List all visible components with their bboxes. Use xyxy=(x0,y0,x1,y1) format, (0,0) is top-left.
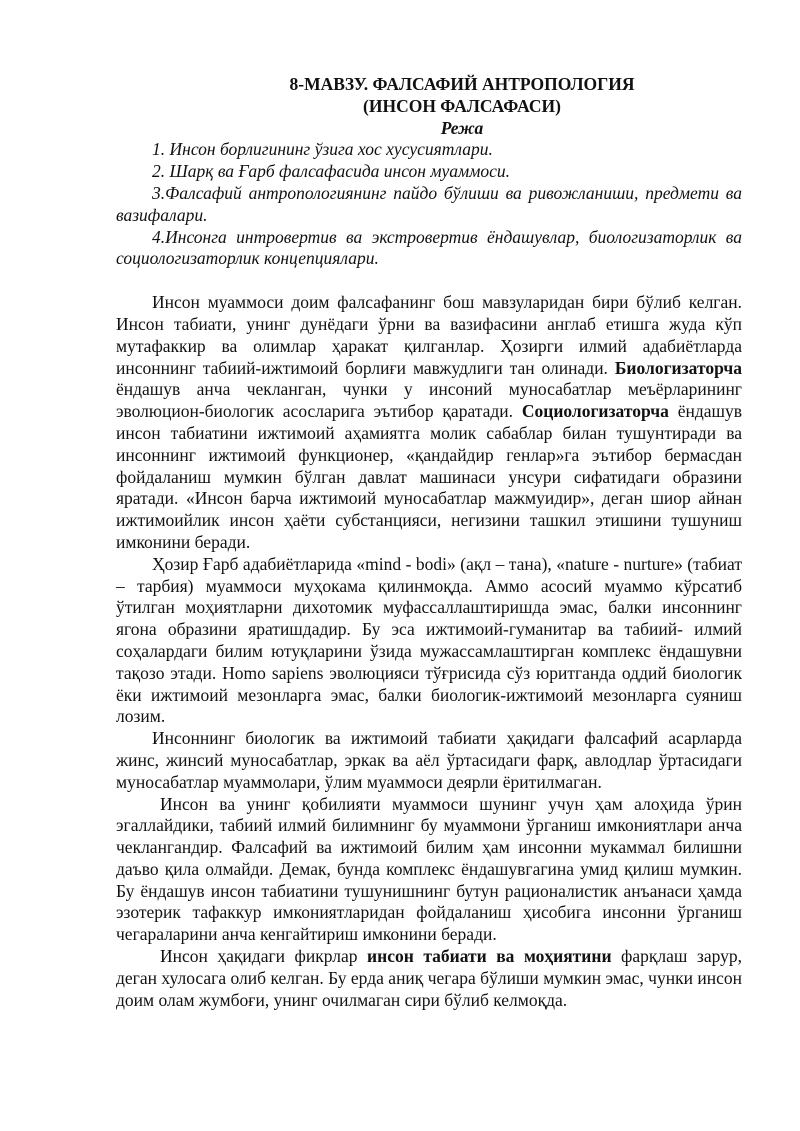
text-run: Инсон ҳақидаги фикрлар xyxy=(160,946,368,967)
title-line-1: 8-МАВЗУ. ФАЛСАФИЙ АНТРОПОЛОГИЯ xyxy=(289,74,635,94)
paragraph-5 xyxy=(116,946,742,1011)
plan-item: 2. Шарқ ва Ғарб фалсафасида инсон муаммоси. xyxy=(152,161,511,182)
plan-list xyxy=(116,139,742,270)
plan-item: 3.Фалсафий антропологиянинг пайдо бўлиши ва ривожланиши, предмети ва вазифалари. xyxy=(116,182,742,225)
plan-item: 4.Инсонга интровертив ва экстровертив ёндашувлар, биологизаторлик ва социологизаторлик концепциялари. xyxy=(116,226,742,269)
bold-term: Биологизаторча xyxy=(614,357,742,378)
paragraph-1 xyxy=(116,292,742,554)
text-run: фарқлаш зарур, деган хулосага олиб келган. Бу ерда аниқ чегара бўлиши мумкин эмас, чунки инсон доим олам жумбоғи, унинг очилмаган сири бўлиб келмоқда. xyxy=(116,946,742,1010)
text-run: ёндашув анча чекланган, чунки у инсоний муносабатлар меъёрларининг эволюцион-биологик асосларига эътибор қаратади. xyxy=(116,379,742,422)
plan-heading: Режа xyxy=(440,117,484,138)
bold-term: инсон табиати ва моҳиятини xyxy=(367,946,612,967)
document-page xyxy=(116,74,742,1011)
paragraph-2: Ҳозир Ғарб адабиётларида «mind - bodi» (ақл – тана), «nature - nurture» (табиат – тарбия) муаммоси муҳокама қилинмоқда. Аммо асосий муаммо кўрсатиб ўтилган моҳиятларни дихотомик муфассаллаштиришда эмас, балки инсоннинг ягона образини яратишдадир. Бу эса ижтимоий-гуманитар ва табиий- илмий соҳалардаги билим ютуқларини ўзида мужассамлаштирган комплекс ёндашувни тақозо этади. Homo sapiens эволюцияси тўғрисида сўз юритганда оддий биологик ёки ижтимоий мезонларга эмас, балки биологик-ижтимоий мезонларга суяниш лозим. xyxy=(116,553,742,727)
spacer xyxy=(116,270,742,292)
text-run: Инсон муаммоси доим фалсафанинг бош мавзуларидан бири бўлиб келган. Инсон табиати, унинг дунёдаги ўрни ва вазифасини англаб етишга жуда кўп мутафаккир ва олимлар ҳаракат қилганлар. Ҳозирги илмий адабиётларда инсоннинг табиий-ижтимоий борлиғи мавжудлиги тан олинади. xyxy=(116,292,742,378)
bold-term: Социологизаторча xyxy=(521,401,669,422)
text-run: ёндашув инсон табиатини ижтимоий аҳамиятга молик сабаблар билан тушунтиради ва инсоннинг ижтимоий функционер, «қандайдир генлар»га эътибор бермасдан фойдаланиш мумкин бўлган давлат машинаси унсури сифатидаги образини яратади. «Инсон барча ижтимоий муносабатлар мажмуидир», деган шиор айнан ижтимоийлик инсон ҳаёти субстанцияси, негизини ташкил этишини тушуниш имконини беради. xyxy=(116,401,742,552)
paragraph-3: Инсоннинг биологик ва ижтимоий табиати ҳақидаги фалсафий асарларда жинс, жинсий муносабатлар, эркак ва аёл ўртасидаги фарқ, авлодлар ўртасидаги муносабатлар муаммолари, ўлим муаммоси деярли ёритилмаган. xyxy=(116,728,742,792)
plan-item: 1. Инсон борлигининг ўзига хос хусусиятлари. xyxy=(152,139,493,160)
paragraph-4: Инсон ва унинг қобилияти муаммоси шунинг учун ҳам алоҳида ўрин эгаллайдики, табиий илмий билимнинг бу муаммони ўрганиш имкониятлари анча чеклангандир. Фалсафий ва ижтимоий билим ҳам инсонни мукаммал билишни даъво қила олмайди. Демак, бунда комплекс ёндашувгагина умид қилиш мумкин. Бу ёндашув инсон табиатини тушунишнинг бутун рационалистик анъанаси ҳамда эзотерик тафаккур имкониятларидан фойдаланиш ҳисобига инсонни ўрганиш чегараларини анча кенгайтириш имконини беради. xyxy=(116,793,742,945)
title-line-2: (ИНСОН ФАЛСАФАСИ) xyxy=(363,95,561,116)
